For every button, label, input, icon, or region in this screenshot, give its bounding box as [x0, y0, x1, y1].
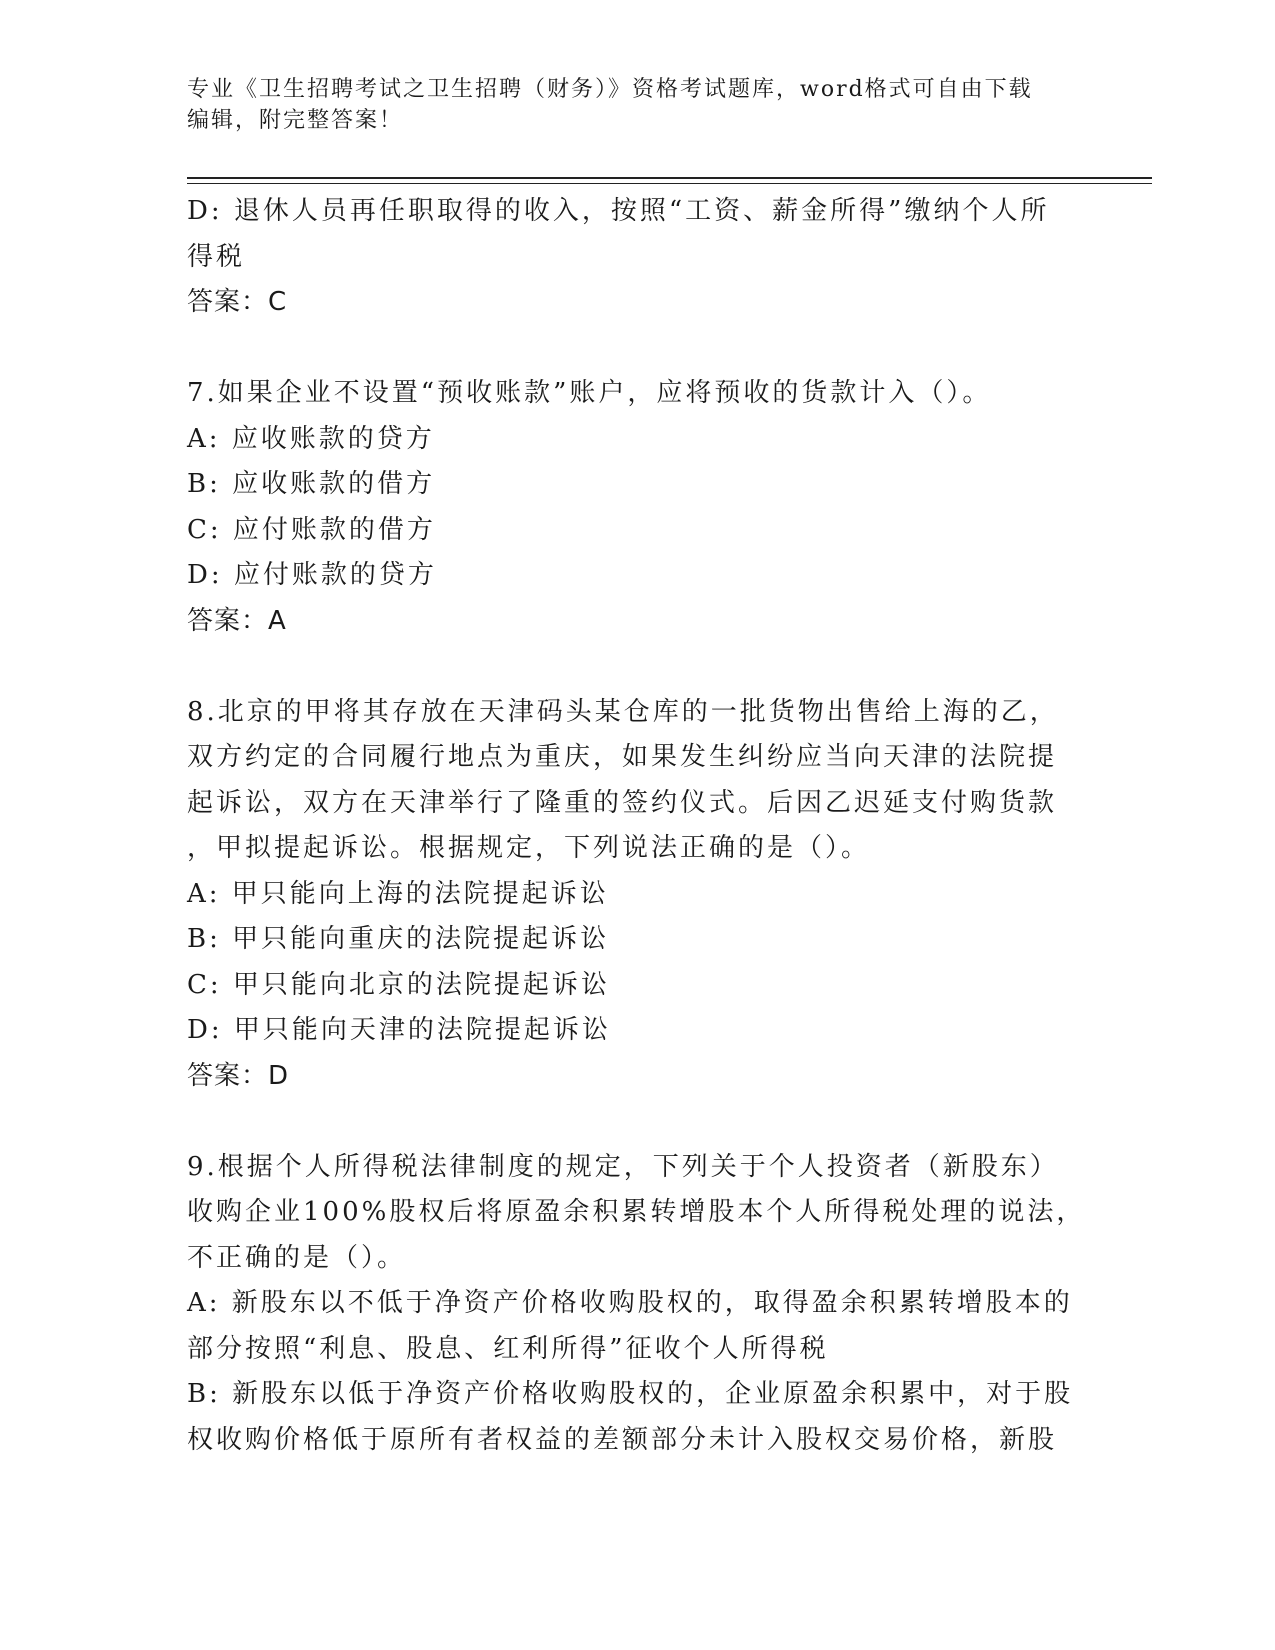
document-body — [187, 189, 1087, 1463]
question-stem: 收购企业100%股权后将原盈余积累转增股本个人所得税处理的说法， — [187, 1197, 1086, 1227]
question-stem: 7.如果企业不设置“预收账款”账户，应将预收的货款计入（）。 — [187, 378, 992, 408]
question-stem: 8.北京的甲将其存放在天津码头某仓库的一批货物出售给上海的乙， — [187, 696, 1059, 727]
header-rule-thick — [187, 177, 1152, 179]
header-line-1: 专业《卫生招聘考试之卫生招聘（财务）》资格考试题库，word格式可自由下载 — [187, 77, 1033, 102]
spacer — [187, 644, 1087, 690]
option-a: A: 应收账款的贷方 — [187, 423, 435, 454]
answer-label: 答案：D — [187, 1060, 290, 1091]
header-rule-thin — [187, 183, 1152, 184]
option-d-line: D: 退休人员再任职取得的收入，按照“工资、薪金所得”缴纳个人所 — [187, 196, 1050, 226]
option-d: D: 甲只能向天津的法院提起诉讼 — [187, 1015, 611, 1045]
spacer — [187, 326, 1087, 372]
option-d: D: 应付账款的贷方 — [187, 560, 437, 590]
option-b: B: 新股东以低于净资产价格收购股权的，企业原盈余积累中，对于股 — [187, 1379, 1074, 1409]
question-7 — [187, 371, 1087, 644]
header-line-2: 编辑，附完整答案！ — [187, 108, 404, 133]
option-a: A: 甲只能向上海的法院提起诉讼 — [187, 878, 609, 909]
option-c: C: 应付账款的借方 — [187, 514, 436, 545]
answer-label: 答案：A — [187, 605, 287, 636]
question-stem: 双方约定的合同履行地点为重庆，如果发生纠纷应当向天津的法院提 — [187, 742, 1058, 772]
answer-label: 答案：C — [187, 287, 288, 317]
spacer — [187, 1099, 1087, 1145]
option-a: 部分按照“利息、股息、红利所得”征收个人所得税 — [187, 1333, 829, 1364]
question-stem: 9.根据个人所得税法律制度的规定，下列关于个人投资者（新股东） — [187, 1151, 1059, 1182]
question-stem: 不正确的是（）。 — [187, 1242, 407, 1273]
question-stem: 起诉讼，双方在天津举行了隆重的签约仪式。后因乙迟延支付购货款 — [187, 787, 1058, 818]
option-b: B: 应收账款的借方 — [187, 469, 436, 499]
option-a: A: 新股东以不低于净资产价格收购股权的，取得盈余积累转增股本的 — [187, 1288, 1073, 1318]
question-8 — [187, 690, 1087, 1100]
prev-question-tail — [187, 189, 1087, 326]
question-stem: ，甲拟提起诉讼。根据规定，下列说法正确的是（）。 — [187, 833, 871, 863]
option-b: B: 甲只能向重庆的法院提起诉讼 — [187, 924, 610, 954]
document-header — [187, 74, 1087, 136]
option-d-line: 得税 — [187, 241, 246, 272]
option-c: C: 甲只能向北京的法院提起诉讼 — [187, 969, 610, 1000]
option-b: 权收购价格低于原所有者权益的差额部分未计入股权交易价格，新股 — [187, 1424, 1058, 1455]
question-9 — [187, 1145, 1087, 1464]
